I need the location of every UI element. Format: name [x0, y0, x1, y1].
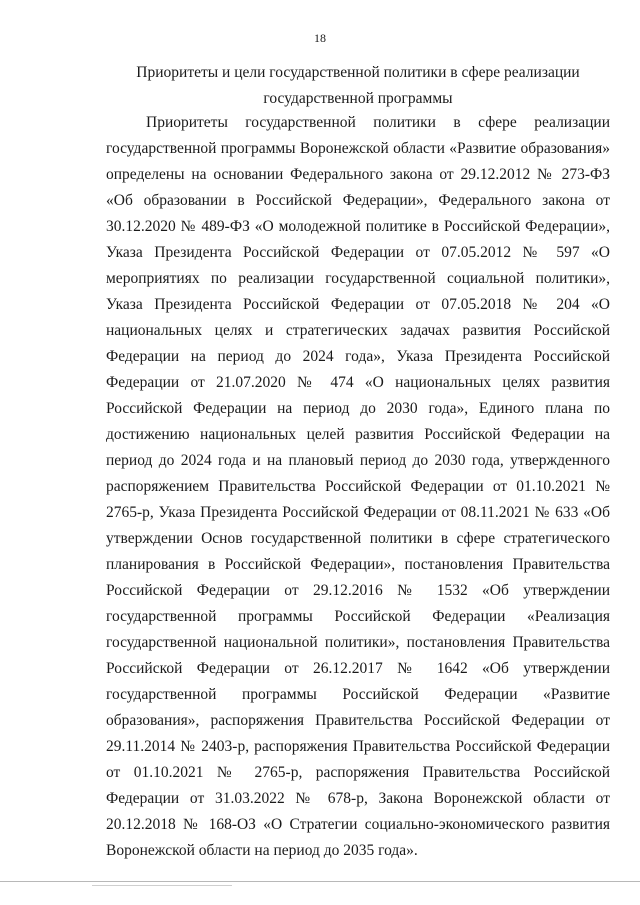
section-heading: Приоритеты и цели государственной политики в сфере реализации государственной программы: [136, 64, 580, 107]
page-bottom-edge: [0, 881, 640, 882]
footer-divider: [92, 885, 232, 886]
page-number: 18: [314, 31, 326, 45]
body-paragraph: Приоритеты государственной политики в сфере реализации государственной программы Воронежской области «Развитие образования» определены на основании Федерального закона от 29.12.2012 № 273-ФЗ «Об образовании в Российской Федерации», Федерального закона от 30.12.2020 № 489-ФЗ «О молодежной политике в Российской Федерации», Указа Президента Российской Федерации от 07.05.2012 № 597 «О мероприятиях по реализации государственной социальной политики», Указа Президента Российской Федерации от 07.05.2018 № 204 «О национальных целях и стратегических задачах развития Российской Федерации на период до 2024 года», Указа Президента Российской Федерации от 21.07.2020 № 474 «О национальных целях развития Российской Федерации на период до 2030 года», Единого плана по достижению национальных целей развития Российской Федерации на период до 2024 года и на плановый период до 2030 года, утвержденного распоряжением Правительства Российской Федерации от 01.10.2021 № 2765-р, Указа Президента Российской Федерации от 08.11.2021 № 633 «Об утверждении Основ государственной политики в сфере стратегического планирования в Российской Федерации», постановления Правительства Российской Федерации от 29.12.2016 № 1532 «Об утверждении государственной программы Российской Федерации «Реализация государственной национальной политики», постановления Правительства Российской Федерации от 26.12.2017 № 1642 «Об утверждении государственной программы Российской Федерации «Развитие образования», распоряжения Правительства Российской Федерации от 29.11.2014 № 2403-р, распоряжения Правительства Российской Федерации от 01.10.2021 № 2765-р, распоряжения Правительства Российской Федерации от 31.03.2022 № 678-р, Закона Воронежской области от 20.12.2018 № 168-ОЗ «О Стратегии социально-экономического развития Воронежской области на период до 2035 года».: [106, 114, 610, 859]
